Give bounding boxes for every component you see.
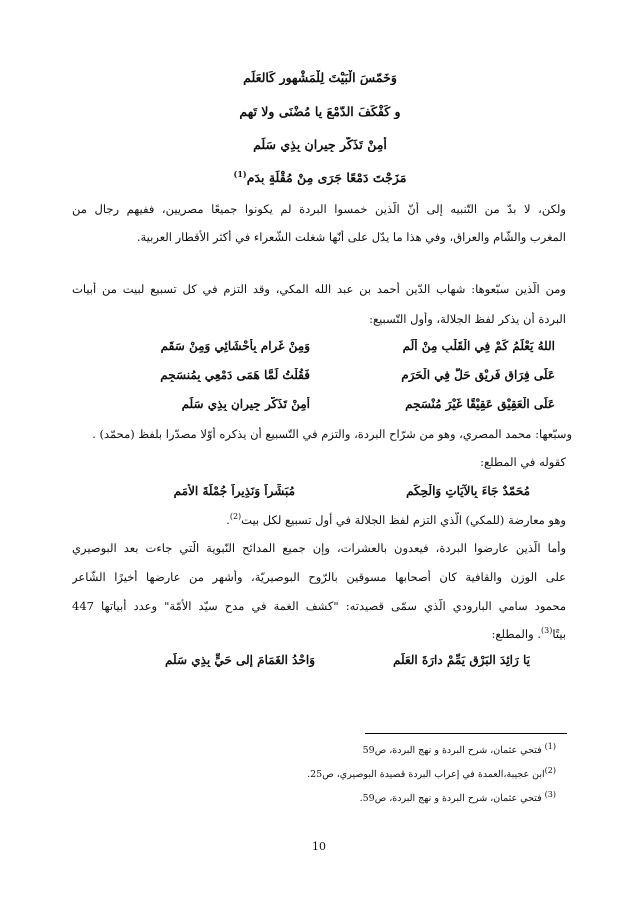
para5-line3: محمود سامي البارودي الّذي سمّى قصيدته: "كشف الغمة في مدح سيّد الأمّة" وعدد أبياتها 447 — [72, 599, 566, 613]
para5-line2: على الوزن والقافية كان أصحابها مسوقين بالرّوح البوصيريّة، وأشهر من عارضها أخيرًا الشّاعر — [72, 570, 566, 584]
footnote-1-text: فتحي عثمان، شرح البردة و نهج البردة، ص59 — [362, 745, 542, 757]
tasbi-verse-2-first: عَلَى فِرَاقِ فَرِيْقٍ حَلَّ فِي الْحَرَمِ — [401, 368, 555, 382]
page-number: 10 — [312, 840, 326, 853]
para3-line1: وسبّعها: محمد المصري، وهو من شرّاح البردة، والتزم في التّسبيع أن يذكره أوّلا مصدّرا بلفظ (محمّد) . — [92, 427, 572, 441]
para4-line — [72, 512, 566, 527]
opening-verse-1: وَخَمّسَ الْبَيْتَ لِلْمَشْهورِ كَالعَلَمِ — [243, 70, 397, 85]
para5-line1: وأما الّذين عارضوا البردة، فيعدون بالعشرات، وإن جميع المدائح النّبوية الّتي جاءت بعد البوصيري — [72, 541, 566, 555]
footnote-3-text: فتحي عثمان، شرح البردة و نهج البردة، ص59. — [359, 793, 542, 805]
footnote-ref-2: (2) — [229, 512, 242, 521]
footnote-2-num: (2) — [544, 766, 556, 775]
opening-verse-4 — [180, 169, 460, 185]
tasbi-verse-3-first: عَلَى الْعَقِيْقِ عَقِيْقًا غَيْرَ مُنْسَجِمِ — [405, 397, 555, 411]
para2-line2: البردة أن يذكر لفظ الجلالة، وأول التّسبيع: — [369, 312, 566, 326]
para5-line4-a: بيتًا — [552, 626, 566, 641]
footnote-3 — [72, 790, 556, 804]
opening-verse-4-text: مَزَجْتَ دَمْعًا جَرَى مِنْ مُقْلَةٍ بِدَمِ — [246, 170, 407, 186]
para3-line2: كقوله في المطلع: — [480, 455, 566, 469]
para1-line1: ولكن، لا بدّ من التّنبيه إلى أنّ الّذين خمسوا البردة لم يكونوا جميعًا مصريين، ففيهم رجال من — [72, 202, 566, 216]
opening-verse-2: و كَفْكَفَ الدّمْعَ يا مُضْنَى ولا تَهِم — [239, 104, 401, 119]
footnote-3-num: (3) — [544, 790, 556, 799]
para1-line2: المغرب والشّام والعراق، وفي هذا ما يدّل على أنّها شغلت الشّعراء في أكثر الأقطار العربية. — [136, 230, 566, 244]
para5-line4-b: . والمطلع: — [491, 626, 541, 641]
tasbi-verse-3-second: أَمِنْ تَذَكُّرِ جِيرانٍ بِذِي سَلَمِ — [181, 397, 310, 411]
footnote-ref-1: (1) — [233, 169, 247, 179]
footnote-2 — [72, 766, 556, 780]
footnote-1 — [72, 742, 556, 756]
opening-verse-3: أَمِنْ تَذَكُّرِ جِيرانٍ بِذِي سَلَمِ — [253, 137, 387, 152]
matla-verse-first: مُحَمّدٌ جَاءَ بِالآيَاتِ وَالْحِكَمِ — [406, 484, 530, 498]
footnote-ref-3: (3) — [541, 626, 553, 635]
footnote-1-num: (1) — [544, 742, 556, 751]
matla-verse-second: مُبَشِّراً وَنَذِيراً جُمْلَةَ الأُمَمِ — [173, 484, 295, 498]
para2-line1: ومن الّذين سبّعوها: شهاب الدّين أحمد بن عبد الله المكي، وقد التزم في كل تسبيع لبيت من أبيات — [72, 282, 566, 296]
final-verse-first: يَا رَائِدَ البَرْقِ يَمِّمْ دارَةَ العَلَمِ — [393, 653, 530, 667]
footnote-separator — [365, 733, 567, 734]
final-verse-second: وَاحْدُ الغَمَامَ إِلى حَيٍّ بِذِي سَلَمِ — [165, 653, 315, 667]
footnote-2-text: ابن عجيبة،العمدة في إعراب البردة قصيدة البوصيري، ص25. — [307, 769, 545, 781]
para5-line4 — [72, 626, 566, 641]
tasbi-verse-1-second: وَمِنْ غَرامٍ بِأَحْشَائِي وَمِنْ سَقَمِ — [160, 339, 310, 353]
tasbi-verse-1-first: اللهُ يَعْلَمُ كَمْ فِي الْقَلْبِ مِنْ أَلَمِ — [402, 339, 555, 353]
tasbi-verse-2-second: فَقُلْتُ لَمَّا هَمَى دَمْعِي بِمُنسَجِمِ — [160, 368, 310, 382]
para4-text: وهو معارضة (للمكي) الّذي التزم لفظ الجلالة في أول تسبيع لكل بيت — [241, 512, 566, 527]
para4-end: . — [226, 512, 230, 527]
